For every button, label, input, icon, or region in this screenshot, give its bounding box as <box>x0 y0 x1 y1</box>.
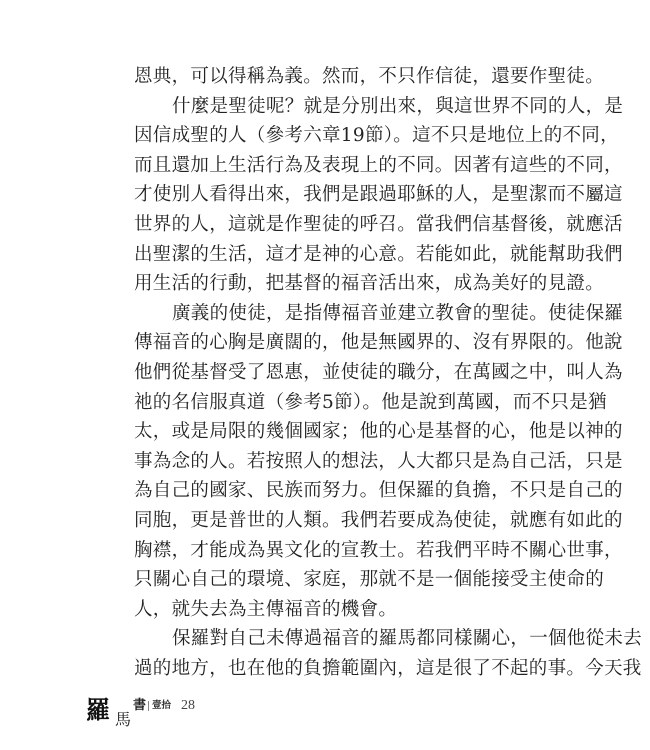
text-line: 過的地方，也在他的負擔範圍內，這是很了不起的事。今天我 <box>134 657 642 679</box>
book-title-char-3: 書 <box>133 698 147 713</box>
book-title-char-1: 羅 <box>86 695 110 724</box>
text-line: 才使別人看得出來，我們是跟過耶穌的人，是聖潔而不屬這 <box>134 184 623 206</box>
text-line: 祂的名信服真道（參考5節）。他是說到萬國，而不只是猶 <box>134 391 607 413</box>
text-line: 而且還加上生活行為及表現上的不同。因著有這些的不同， <box>134 154 623 176</box>
body-text <box>134 62 643 683</box>
page-number: 28 <box>181 698 195 713</box>
text-line: 出聖潔的生活，這才是神的心意。若能如此，就能幫助我們 <box>134 243 623 265</box>
chapter-label: 壹拾 <box>152 700 172 711</box>
text-line: 因信成聖的人（參考六章19節）。這不只是地位上的不同， <box>134 125 619 147</box>
text-line: 為自己的國家、民族而努力。但保羅的負擔，不只是自己的 <box>134 480 623 502</box>
text-line: 太，或是局限的幾個國家；他的心是基督的心，他是以神的 <box>134 421 623 443</box>
text-line: 胸襟，才能成為異文化的宣教士。若我們平時不關心世事， <box>134 539 623 561</box>
text-line: 事為念的人。若按照人的想法，人大都只是為自己活，只是 <box>134 450 623 472</box>
book-title-char-2: 馬 <box>115 710 132 729</box>
text-line: 恩典，可以得稱為義。然而，不只作信徒，還要作聖徒。 <box>134 66 605 87</box>
page-footer <box>86 694 286 734</box>
text-line: 什麼是聖徒呢？就是分別出來，與這世界不同的人，是 <box>172 95 624 117</box>
text-line: 他們從基督受了恩惠，並使徒的職分，在萬國之中，叫人為 <box>134 361 623 383</box>
footer-divider <box>148 701 149 711</box>
text-line: 人，就失去為主傳福音的機會。 <box>134 598 398 620</box>
text-line: 保羅對自己未傳過福音的羅馬都同樣關心，一個他從未去 <box>172 628 643 650</box>
text-line: 同胞，更是普世的人類。我們若要成為使徒，就應有如此的 <box>134 509 623 531</box>
text-line: 傳福音的心胸是廣闊的，他是無國界的、沒有界限的。他說 <box>134 332 623 354</box>
text-line: 世界的人，這就是作聖徒的呼召。當我們信基督後，就應活 <box>134 213 623 235</box>
text-line: 用生活的行動，把基督的福音活出來，成為美好的見證。 <box>134 273 605 295</box>
text-line: 只關心自己的環境、家庭，那就不是一個能接受主使命的 <box>134 569 605 591</box>
text-line: 廣義的使徒，是指傳福音並建立教會的聖徒。使徒保羅 <box>172 302 624 324</box>
